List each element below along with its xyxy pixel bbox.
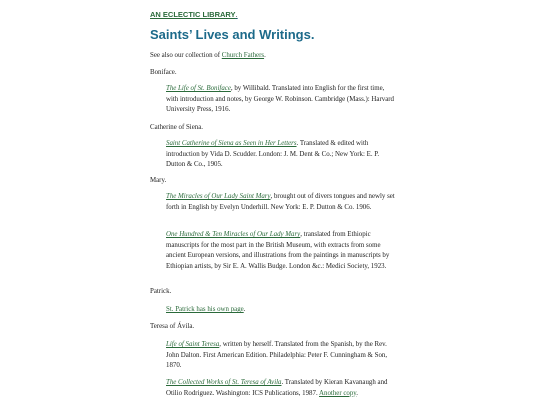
- entry-teresa-collected-works: [166, 378, 396, 399]
- entry-details: , written by herself. Translated from the Spanish, by the Rev. John Dalton. First American Edition. Philadelphia: Peter F. Cunningham & Son, 1870.: [166, 341, 388, 369]
- entry-patrick-page: [166, 305, 396, 316]
- book-link-catherine-letters[interactable]: Saint Catherine of Siena as Seen in Her Letters: [166, 140, 297, 147]
- site-header: [150, 10, 238, 19]
- saint-heading-catherine: Catherine of Siena.: [150, 124, 204, 131]
- saint-heading-boniface: Boniface.: [150, 69, 177, 76]
- header-suffix: .: [235, 10, 238, 19]
- book-link-teresa-life[interactable]: Life of Saint Teresa: [166, 341, 220, 348]
- entry-teresa-life: [166, 340, 396, 372]
- entry-catherine-letters: [166, 139, 396, 171]
- entry-details-end: .: [356, 389, 359, 397]
- book-link-110-miracles[interactable]: One Hundred & Ten Miracles of Our Lady Mary: [166, 231, 301, 238]
- another-copy-link[interactable]: Another copy: [319, 389, 357, 397]
- intro-post: .: [264, 52, 266, 59]
- intro-pre: See also our collection of: [150, 52, 222, 59]
- intro-paragraph: [150, 51, 395, 62]
- book-link-teresa-collected-works[interactable]: The Collected Works of St. Teresa of Avila: [166, 379, 282, 386]
- library-home-link[interactable]: AN ECLECTIC LIBRARY: [150, 10, 236, 19]
- entry-details: , translated from Ethiopic manuscripts for the most part in the British Museum, with extracts from some ancient European versions, and illustrations from the paintings in manuscripts by Ethiopian artists, by Sir E. A. Wallis Budge. London &c.: Medici Society, 1923.: [166, 231, 390, 270]
- saint-heading-teresa: Teresa of Ávila.: [150, 323, 195, 330]
- saint-heading-patrick: Patrick.: [150, 288, 172, 295]
- book-link-miracles-of-our-lady[interactable]: The Miracles of Our Lady Saint Mary: [166, 193, 271, 200]
- entry-details: . Translated by Kieran Kavanaugh and Otilio Rodriguez. Washington: ICS Publications, 1987.: [166, 379, 388, 397]
- entry-details: . Translated & edited with introduction by Vida D. Scudder. London: J. M. Dent & Co.; New York: E. P. Dutton & Co., 1905.: [166, 140, 380, 168]
- entry-details: .: [243, 306, 246, 313]
- entry-details: , brought out of divers tongues and newly set forth in English by Evelyn Underhill. New York: E. P. Dutton & Co. 1906.: [166, 193, 395, 211]
- entry-details: , by Willibald. Translated into English for the first time, with introduction and notes, by George W. Robinson. Cambridge (Mass.): Harvard University Press, 1916.: [166, 85, 394, 113]
- page-title: Saints’ Lives and Writings.: [150, 27, 315, 42]
- book-link-boniface-life[interactable]: The Life of St. Boniface: [166, 85, 231, 92]
- entry-mary-miracles: [166, 192, 396, 213]
- entry-mary-110-miracles: [166, 230, 396, 272]
- patrick-page-link[interactable]: St. Patrick has his own page: [166, 306, 244, 313]
- entry-boniface-life: [166, 84, 396, 116]
- saint-heading-mary: Mary.: [150, 177, 167, 184]
- church-fathers-link[interactable]: Church Fathers: [221, 52, 265, 59]
